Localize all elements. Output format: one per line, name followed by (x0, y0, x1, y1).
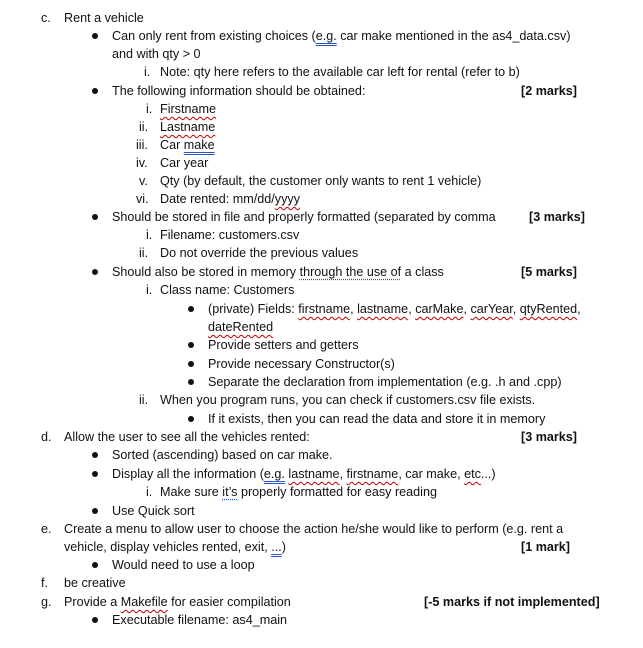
c-bullet-existing-choices: Can only rent from existing choices (e.g. car make mentioned in the as4_data.csv) (112, 29, 571, 43)
info-qty: Qty (by default, the customer only wants to rent 1 vehicle) (160, 174, 482, 188)
item-d-title: Allow the user to see all the vehicles rented: (64, 430, 310, 444)
d-bullet-sorted: Sorted (ascending) based on car make. (112, 448, 333, 462)
info-num: vi. (136, 192, 149, 206)
c-info-marks: [2 marks] (521, 84, 578, 98)
item-e-line1: Create a menu to allow user to choose the action he/she would like to perform (e.g. rent a (64, 522, 564, 536)
d-marks: [3 marks] (521, 430, 578, 444)
item-c-title: Rent a vehicle (64, 11, 144, 25)
item-c-letter: c. (41, 11, 51, 25)
c-memory-marks: [5 marks] (521, 265, 578, 279)
item-e-line2: vehicle, display vehicles rented, exit, ...) (64, 540, 286, 554)
info-num: iv. (136, 156, 148, 170)
item-g-title: Provide a Makefile for easier compilation (64, 595, 291, 609)
item-e-letter: e. (41, 522, 52, 536)
g-marks: [-5 marks if not implemented] (424, 595, 600, 609)
class-fields: (private) Fields: firstname, lastname, carMake, carYear, qtyRented, (208, 302, 581, 316)
class-separate-declaration: Separate the declaration from implementation (e.g. .h and .cpp) (208, 375, 562, 389)
info-num: i. (146, 102, 153, 116)
c-bullet-existing-choices-cont: and with qty > 0 (112, 47, 201, 61)
file-item-no-override: Do not override the previous values (160, 246, 359, 260)
info-car-make: Car make (160, 138, 215, 152)
c-bullet-info-obtained: The following information should be obtained: (112, 84, 366, 98)
file-item-num: ii. (139, 246, 149, 260)
info-num: v. (139, 174, 148, 188)
item-f-title: be creative (64, 576, 126, 590)
info-lastname: Lastname (160, 120, 216, 134)
c-file-marks: [3 marks] (529, 210, 586, 224)
c-bullet-stored-in-file: Should be stored in file and properly formatted (separated by comma (112, 210, 496, 224)
class-num: i. (146, 283, 153, 297)
e-marks: [1 mark] (521, 540, 570, 554)
file-item-num: i. (146, 228, 153, 242)
class-setters-getters: Provide setters and getters (208, 338, 359, 352)
run-num: ii. (139, 393, 149, 407)
info-num: ii. (139, 120, 149, 134)
d-sub-num: i. (146, 485, 153, 499)
c-note: Note: qty here refers to the available car left for rental (refer to b) (160, 65, 520, 79)
d-bullet-display: Display all the information (e.g. lastname, firstname, car make, etc...) (112, 467, 496, 481)
g-bullet-executable: Executable filename: as4_main (112, 613, 288, 627)
run-read-data: If it exists, then you can read the data and store it in memory (208, 412, 546, 426)
d-bullet-quick-sort: Use Quick sort (112, 504, 195, 518)
c-note-num: i. (144, 65, 151, 79)
e-bullet-loop: Would need to use a loop (112, 558, 255, 572)
class-name: Class name: Customers (160, 283, 295, 297)
item-f-letter: f. (41, 576, 48, 590)
class-constructors: Provide necessary Constructor(s) (208, 357, 395, 371)
run-check-file: When you program runs, you can check if customers.csv file exists. (160, 393, 536, 407)
c-bullet-stored-in-memory: Should also be stored in memory through the use of a class (112, 265, 444, 279)
info-firstname: Firstname (160, 102, 216, 116)
class-fields-cont: dateRented (208, 320, 274, 334)
file-item-filename: Filename: customers.csv (160, 228, 300, 242)
info-num: iii. (136, 138, 148, 152)
item-d-letter: d. (41, 430, 52, 444)
info-date-rented: Date rented: mm/dd/yyyy (160, 192, 300, 206)
d-sub-format: Make sure it’s properly formatted for easy reading (160, 485, 437, 499)
item-g-letter: g. (41, 595, 52, 609)
info-car-year: Car year (160, 156, 209, 170)
